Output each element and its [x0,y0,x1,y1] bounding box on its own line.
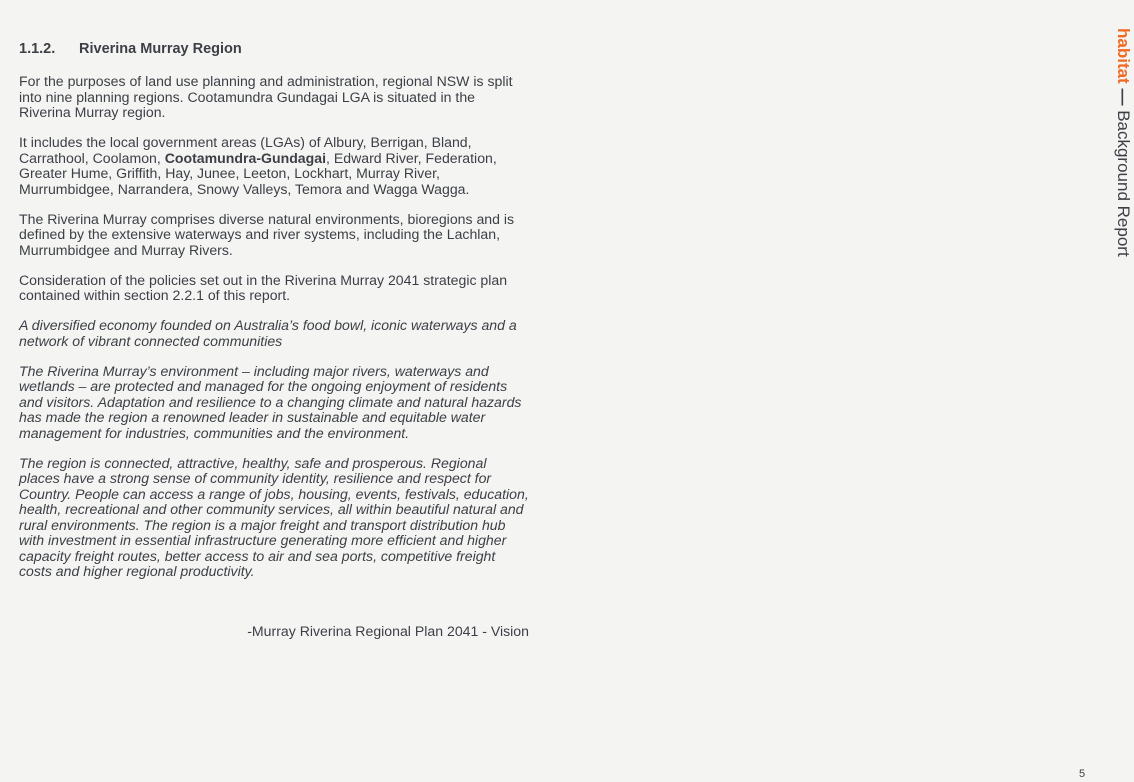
lga-highlight: Cootamundra-Gundagai [164,149,327,166]
section-number: 1.1.2. [19,41,56,57]
section-heading [19,40,529,58]
paragraph-policies: Consideration of the policies set out in the Riverina Murray 2041 strategic plan contained within section 2.2.1 of this report. [19,271,508,303]
quote-region: The region is connected, attractive, healthy, safe and prosperous. Regional places have a strong sense of community identity, resilience and respect for Country. People can access a range of jobs, housing, events, festivals, education, health, recreational and other community services, all within beautiful natural and rural environments. The region is a major freight and transport distribution hub with investment in essential infrastructure generating more efficient and higher capacity freight routes, better access to air and sea ports, competitive freight costs and higher regional productivity. [19,454,529,579]
main-content [19,40,529,639]
lga-list-start: It includes the local government areas (LGAs) of Albury, Berrigan, Bland, Carrathool, Coolamon, [19,134,472,166]
lga-list-end: , Edward River, Federation, Greater Hume, Griffith, Hay, Junee, Leeton, Lockhart, Murray River, Murrumbidgee, Narrandera, Snowy Valleys, Temora and Wagga Wagga. [19,149,497,197]
paragraph-environment: The Riverina Murray comprises diverse natural environments, bioregions and is defined by the extensive waterways and river systems, including the Lachlan, Murrumbidgee and Murray Rivers. [19,210,515,258]
title-separator: — [1114,83,1133,111]
paragraph-lga-list [19,135,529,197]
quote-economy: A diversified economy founded on Australia’s food bowl, iconic waterways and a network of vibrant connected communities [19,317,517,349]
section-title: Riverina Murray Region [79,41,242,57]
quote-environment: The Riverina Murray’s environment – including major rivers, waterways and wetlands – are protected and managed for the ongoing enjoyment of residents and visitors. Adaptation and resilience to a changing climate and natural hazards has made the region a renowned leader in sustainable and equitable water management for industries, communities and the environment. [19,362,522,441]
quote-attribution: -Murray Riverina Regional Plan 2041 - Vision [247,622,529,639]
brand-logo-text: habitat [1114,28,1133,84]
paragraph-planning-regions: For the purposes of land use planning and administration, regional NSW is split into nine planning regions. Cootamundra Gundagai LGA is situated in the Riverina Murray region. [19,73,513,120]
page-number: 5 [1079,768,1086,780]
report-name: Background Report [1114,110,1133,257]
report-side-title [1113,28,1133,257]
